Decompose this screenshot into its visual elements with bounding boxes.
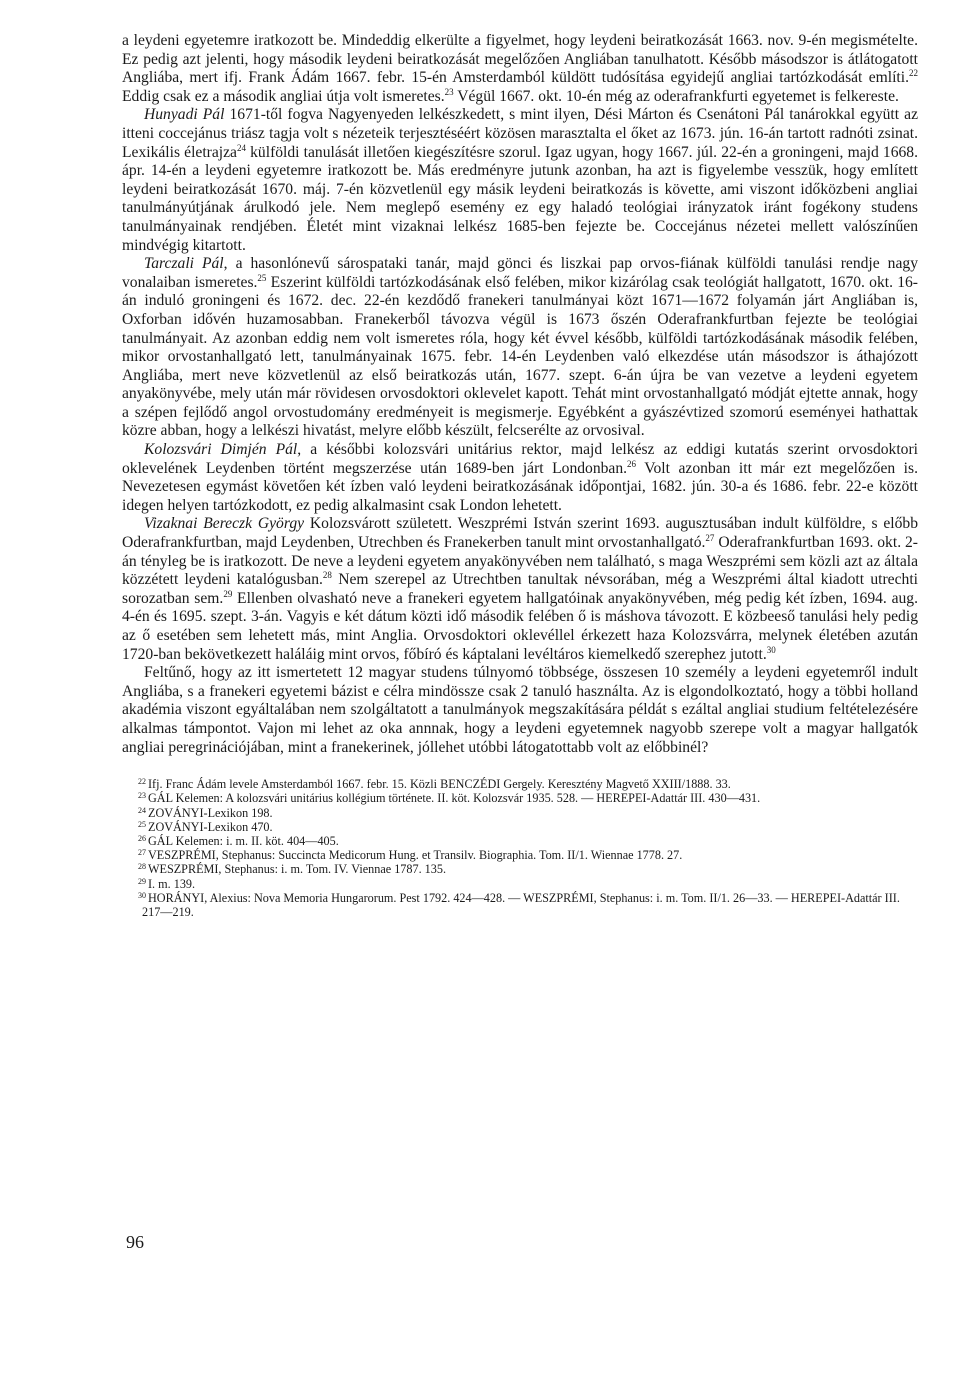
footnote-25: [122, 820, 918, 834]
paragraph-conclusion: Feltűnő, hogy az itt ismertetett 12 magyar studens túlnyomó többsége, összesen 10 személy a leydeni egyetemről indult Angliába, s a franekeri egyetemi bázist e célra mindössze csak 2 tanuló használta. Az is elgondolkoztató, hogy a többi holland akadémia viszont egyáltalában nem szolgáltatott a tanulmányok megszakítására példát s ezáltal angliai studium feltételezésére alkalmas támpontot. Vajon mi lehet az oka annnak, hogy a leydeni egyetemnek nagyobb szerepe volt a magyar hallgatók angliai peregrinációjában, mint a franekerinek, jóllehet utóbbi látogatottabb volt az előbbinél?: [122, 664, 918, 756]
footnote-number: 22: [138, 777, 146, 787]
footnote-ref-23[interactable]: 23: [444, 86, 454, 97]
footnote-number: 30: [138, 890, 146, 900]
footnote-text: Ifj. Franc Ádám levele Amsterdamból 1667. febr. 15. Közli BENCZÉDI Gergely. Keresztény Magvető XXIII/1888. 33.: [148, 777, 731, 792]
footnote-ref-26[interactable]: 26: [627, 458, 637, 469]
paragraph-1: [122, 32, 918, 106]
footnote-number: 28: [138, 862, 146, 872]
paragraph-text: Eszerint külföldi tartózkodásának első felében, mikor kizárólag csak teológiát hallgatott, 1670. okt. 16-án induló groningeni és 1672. dec. 22-én kezdődő franekeri tanulmányai közt 1671—1672 folyamán járt Angliában is, Oxforban idővén huzamosabban. Franekerből távozva végül is 1673 őszén Oderafrankfurtban fejezte be teológiai tanulmányait. Az azonban eddig nem volt ismeretes róla, hogy két évvel később, külföldi tartózkodásának második felében, mikor orvostanhallgató lett, tanulmányainak 1675. febr. 14-én Leydenben való elkezdése után másodszor is áthajózott Angliába, mert neve közvetlenül az első beiratkozás után, 1677. szept. 6-án újra be van vezetve a leydeni egyetem anyakönyvébe, mely után már rövidesen orvosdoktori oklevelet kapott. Tehát mint orvostanhallgató módját ejtette annak, hogy a szépen fejlődő angol orvostudomány eredményeit is megismerje. Egyébként a gyászévtized szomorú eseményei hathattak közre abban, hogy a lelkészi hivatást, melyre előbb készült, felcserélte az orvosival.: [122, 273, 918, 440]
footnote-30: [122, 891, 918, 919]
footnote-number: 29: [138, 876, 146, 886]
footnote-number: 27: [138, 848, 146, 858]
footnote-27: [122, 848, 918, 862]
footnote-text: GÁL Kelemen: A kolozsvári unitárius kollégium története. II. köt. Kolozsvár 1935. 528. — HEREPEI-Adattár III. 430—431.: [148, 791, 761, 806]
footnote-24: [122, 806, 918, 820]
footnote-number: 26: [138, 833, 146, 843]
footnote-ref-29[interactable]: 29: [223, 588, 233, 599]
body-text: [122, 32, 918, 757]
footnote-number: 24: [138, 805, 146, 815]
footnote-text: ZOVÁNYI-Lexikon 198.: [148, 805, 273, 820]
person-name-dimjen: Kolozsvári Dimjén Pál: [144, 441, 298, 459]
footnote-22: [122, 777, 918, 791]
paragraph-vizaknai: [122, 515, 918, 664]
footnote-text: GÁL Kelemen: i. m. II. köt. 404—405.: [148, 833, 339, 848]
paragraph-text: Nem szerepel az Utrechtben tanultak névsorában, még a Weszprémi által kiadott utrechti sorozatban sem.: [122, 571, 918, 607]
footnote-ref-25[interactable]: 25: [257, 272, 267, 283]
footnote-ref-28[interactable]: 28: [322, 570, 332, 581]
paragraph-tarczali: [122, 255, 918, 441]
person-name-tarczali: Tarczali Pál: [144, 255, 224, 273]
paragraph-text: Ellenben olvasható neve a franekeri egyetem hallgatóinak anyakönyvében, még pedig két ízben, 1694. aug. 4-én és 1695. szept. 3-án. Vagyis e két dátum közti idő második felében ő is máshova távozott. E közbeeső tanulási hely pedig az ő esetében sem lehetett más, mint Anglia. Orvosdoktori oklevéllel érkezett haza Kolozsvárra, melynek életében azután 1720-ban bekövetkezett haláláig mint orvos, főbíró és káptalani levéltáros kiemelkedő szerephez jutott.: [122, 589, 918, 663]
page-number: 96: [126, 1232, 144, 1252]
footnote-text: VESZPRÉMI, Stephanus: Succincta Medicorum Hung. et Transilv. Biographia. Tom. II/1. Wiennae 1778. 27.: [148, 848, 683, 863]
paragraph-text: külföldi tanulását illetően kiegészítésre szorul. Igaz ugyan, hogy 1667. júl. 22-én a groningeni, majd 1668. ápr. 14-én a leydeni egyetemre iratkozott be. Más eredményre jutunk azonban, ha azt is figyelembe vesszük, hogy említett leydeni beiratkozását 1670. máj. 7-én közvetlenül egy másik leydeni beiratkozás is követte, ami viszont időközbeni angliai tanulmányútjának árulkodó jele. Nem meglepő esemény ez egy haladó teológiai irányzatok iránt fogékony studens tanulmányainak rendjében. Életét mint vizaknai lelkész 1685-ben fejezte be. Coccejánus nézetei mellett valószínűen mindvégig kitartott.: [122, 143, 918, 254]
person-name-hunyadi: Hunyadi Pál: [144, 106, 225, 124]
paragraph-text: 1671-től fogva Nagyenyeden lelkészkedett, s mint ilyen, Dési Márton és Csenátoni Pál tanárokkal együtt az itteni coccejánus triász tagja volt s nézeteik terjesztéséért közösen marasztalta el őket az 1673. jún. 16-án tartott radnóti zsinat. Lexikális életrajza: [122, 106, 918, 161]
footnote-text: HORÁNYI, Alexius: Nova Memoria Hungarorum. Pest 1792. 424—428. — WESZPRÉMI, Stephanus: i. m. Tom. II/1. 26—33. — HEREPEI-Adattár III. 217—219.: [142, 890, 900, 919]
paragraph-text: Volt azonban itt már ezt megelőzően is. Nevezetesen egymást követően két ízben való leydeni beiratkozásának időpontjai, 1682. jún. 30-a és 1686. febr. 22-e között idegen helyen tartózkodott, ez pedig alkalmasint csak London lehetett.: [122, 459, 918, 514]
paragraph-text: , a későbbi kolozsvári unitárius rektor, majd lelkész az eddigi kutatás szerint orvosdoktori oklevelének Leydenben történt megszerzése után 1689-ben járt Londonban.: [122, 441, 918, 477]
footnote-28: [122, 862, 918, 876]
paragraph-text: a leydeni egyetemre iratkozott be. Mindeddig elkerülte a figyelmet, hogy leydeni beiratkozását 1663. nov. 9-én megismételte. Ez pedig azt jelenti, hogy második leydeni beiratkozását megelőzően Angliában tanulhatott. Később másodszor is átlátogatott Angliába, mert ifj. Frank Ádám 1667. febr. 15-én Amsterdamból küldött tudósítása egyidejű angliai tartózkodását említi.: [122, 32, 918, 87]
footnote-number: 25: [138, 819, 146, 829]
paragraph-hunyadi: [122, 106, 918, 255]
person-name-vizaknai: Vizaknai Bereczk György: [144, 515, 305, 533]
paragraph-text: Kolozsvárott született. Weszprémi István szerint 1693. augusztusában indult külföldre, s előbb Oderafrankfurtban, majd Leydenben, Utrechben és Franekerben tanult mint orvostanhallgató.: [122, 515, 918, 552]
paragraph-dimjen: [122, 441, 918, 515]
footnote-23: [122, 791, 918, 805]
footnote-ref-24[interactable]: 24: [236, 142, 246, 153]
footnote-text: ZOVÁNYI-Lexikon 470.: [148, 819, 273, 834]
footnote-29: [122, 877, 918, 891]
footnote-text: I. m. 139.: [148, 876, 196, 891]
paragraph-text: Oderafrankfurtban 1693. okt. 2-án tényleg be is iratkozott. De neve a leydeni egyetem anyakönyvében nem található, s maga Weszprémi sem közli azt az általa közzétett leydeni katalógusban.: [122, 534, 918, 589]
footnote-26: [122, 834, 918, 848]
paragraph-text: , a hasonlónevű sárospataki tanár, majd gönci és liszkai pap orvos-fiának külföldi tanulási rendje nagy vonalaiban ismeretes.: [122, 255, 918, 291]
paragraph-text: Végül 1667. okt. 10-én még az oderafrankfurti egyetemet is felkereste.: [453, 87, 899, 105]
footnote-text: WESZPRÉMI, Stephanus: i. m. Tom. IV. Viennae 1787. 135.: [148, 862, 447, 877]
footnote-ref-30[interactable]: 30: [766, 644, 776, 655]
footnote-ref-27[interactable]: 27: [705, 533, 715, 544]
footnote-ref-22[interactable]: 22: [909, 68, 918, 79]
paragraph-text: Eddig csak ez a második angliai útja volt ismeretes.: [122, 87, 445, 105]
footnotes: [122, 777, 918, 919]
footnote-number: 23: [138, 791, 146, 801]
